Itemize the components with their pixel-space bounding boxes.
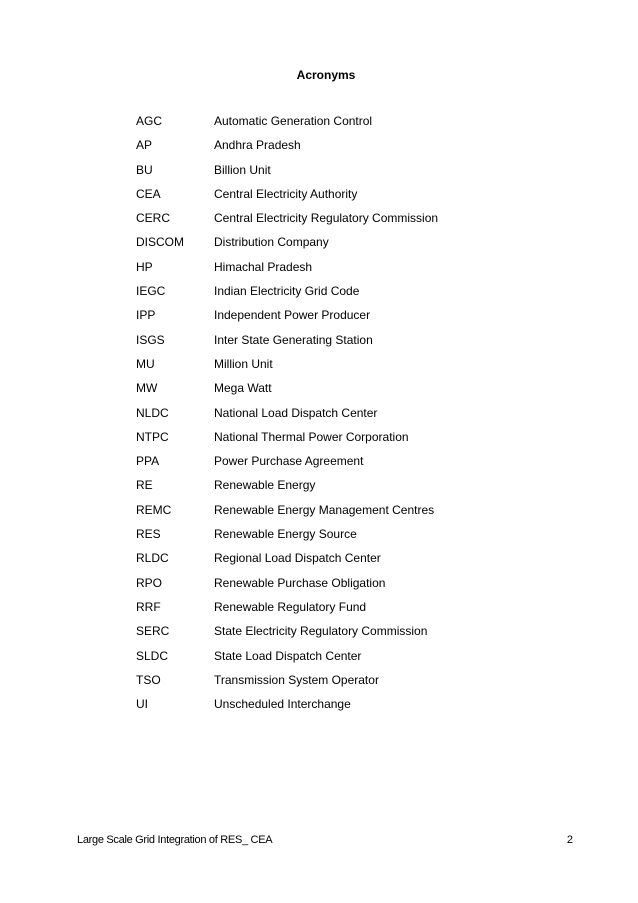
acronym-abbreviation: NLDC <box>136 405 169 420</box>
acronym-abbreviation: RES <box>136 527 161 542</box>
acronym-abbreviation: BU <box>136 162 153 177</box>
acronym-expansion: Independent Power Producer <box>214 308 371 323</box>
acronym-expansion: Renewable Energy Management Centres <box>214 502 435 517</box>
acronym-abbreviation: CERC <box>136 211 171 226</box>
acronym-abbreviation: IEGC <box>136 284 166 299</box>
acronym-abbreviation: AGC <box>136 114 163 128</box>
acronym-expansion: Renewable Energy <box>214 478 316 493</box>
acronym-expansion: National Load Dispatch Center <box>214 405 378 420</box>
acronym-abbreviation: DISCOM <box>136 235 184 250</box>
acronym-expansion: Renewable Regulatory Fund <box>214 599 367 614</box>
acronym-expansion: Power Purchase Agreement <box>214 454 364 469</box>
acronym-abbreviation: SLDC <box>136 648 169 663</box>
acronym-expansion: State Load Dispatch Center <box>214 648 362 663</box>
acronym-expansion: Regional Load Dispatch Center <box>214 551 381 566</box>
acronym-expansion: Transmission System Operator <box>214 672 379 687</box>
acronym-expansion: Renewable Energy Source <box>214 527 357 542</box>
acronym-abbreviation: HP <box>136 259 153 274</box>
acronym-abbreviation: ISGS <box>136 332 165 347</box>
acronym-expansion: National Thermal Power Corporation <box>214 429 409 444</box>
page-footer <box>77 834 573 854</box>
acronym-expansion: Central Electricity Regulatory Commission <box>214 211 439 226</box>
acronym-expansion: Central Electricity Authority <box>214 186 358 201</box>
acronym-expansion: Mega Watt <box>214 381 272 396</box>
acronym-abbreviation: SERC <box>136 624 170 639</box>
acronym-abbreviation: MU <box>136 356 155 371</box>
page-title: Acronyms <box>296 68 356 82</box>
acronym-expansion: Inter State Generating Station <box>214 332 373 347</box>
footer-document-title: Large Scale Grid Integration of RES_ CEA <box>77 834 273 846</box>
acronym-expansion: Indian Electricity Grid Code <box>214 284 360 299</box>
acronym-abbreviation: RRF <box>136 599 161 614</box>
acronym-abbreviation: TSO <box>136 672 161 687</box>
acronym-expansion: Automatic Generation Control <box>214 114 373 128</box>
acronym-expansion: State Electricity Regulatory Commission <box>214 624 428 639</box>
footer-page-number: 2 <box>566 834 573 846</box>
acronym-abbreviation: NTPC <box>136 429 169 444</box>
acronym-abbreviation: REMC <box>136 502 172 517</box>
acronym-expansion: Himachal Pradesh <box>214 259 313 274</box>
acronym-expansion: Renewable Purchase Obligation <box>214 575 386 590</box>
acronym-abbreviation: RPO <box>136 575 163 590</box>
acronym-expansion: Andhra Pradesh <box>214 138 301 153</box>
acronym-abbreviation: PPA <box>136 454 160 469</box>
acronym-abbreviation: IPP <box>136 308 156 323</box>
acronym-abbreviation: RE <box>136 478 153 493</box>
acronym-expansion: Unscheduled Interchange <box>214 697 351 712</box>
acronym-abbreviation: CEA <box>136 186 161 201</box>
acronym-expansion: Billion Unit <box>214 162 271 177</box>
acronym-abbreviation: RLDC <box>136 551 169 566</box>
acronym-abbreviation: UI <box>136 697 148 712</box>
acronym-expansion: Distribution Company <box>214 235 329 250</box>
acronym-abbreviation: AP <box>136 138 153 153</box>
acronym-expansion: Million Unit <box>214 356 273 371</box>
acronym-abbreviation: MW <box>136 381 158 396</box>
